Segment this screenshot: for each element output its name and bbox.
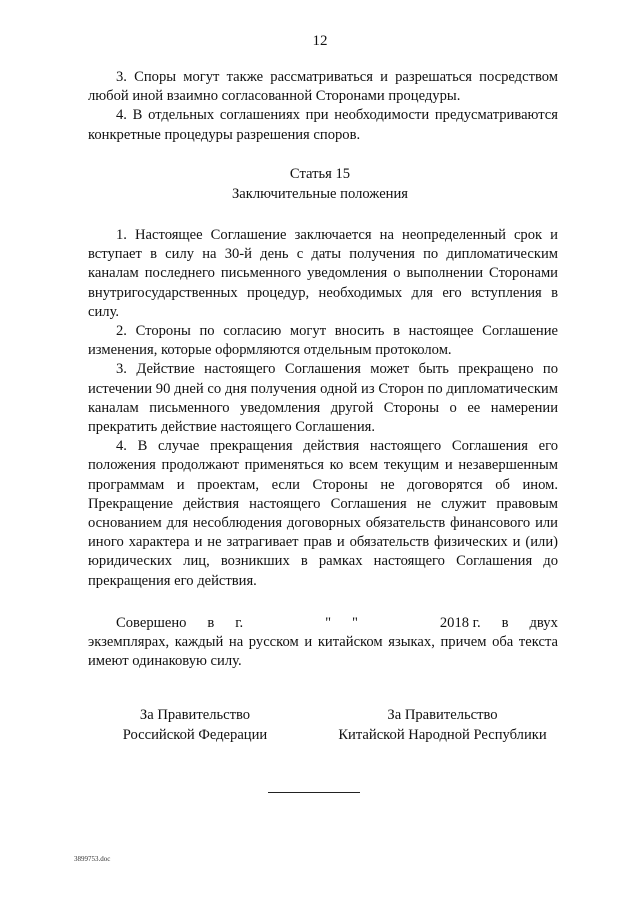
- document-id: 3899753.doc: [74, 855, 111, 863]
- page-number: 12: [312, 33, 328, 49]
- signature-china-line1: За Правительство: [387, 707, 498, 723]
- closing-quote-open: ": [325, 615, 332, 631]
- closing-first-line: [88, 614, 558, 633]
- closing-in: в: [207, 615, 215, 631]
- signature-russia-line2: Российской Федерации: [122, 726, 268, 743]
- signature-china: [325, 706, 560, 745]
- closing-in-two: в: [501, 615, 509, 631]
- article-15-body: [88, 226, 558, 591]
- paragraph-article-1: 1. Настоящее Соглашение заключается на неопределенный срок и вступает в силу на 30-й день с даты получения по дипломатическим каналам последнего письменного уведомления о выполнении Сторонами внутригосударственных процедур, необходимых для его вступления в силу.: [88, 227, 558, 320]
- paragraph-disputes-4: 4. В отдельных соглашениях при необходимости предусматриваются конкретные процедуры разрешения споров.: [88, 107, 558, 143]
- article-title: Заключительные положения: [231, 186, 409, 202]
- closing-clause: [88, 614, 558, 672]
- closing-rest: экземплярах, каждый на русском и китайском языках, причем оба текста имеют одинаковую силу.: [88, 634, 558, 670]
- closing-year: 2018 г.: [439, 615, 481, 631]
- closing-quote-close: ": [352, 615, 358, 631]
- paragraph-article-4: 4. В случае прекращения действия настоящего Соглашения его положения продолжают применяться ко всем текущим и незавершенным программам и проектам, если Стороны не договорятся об ином. Прекращение действия настоящего Соглашения не служит правовым основанием для несоблюдения договорных обязательств финансового или иного характера и не затрагивает прав и обязательств физических и (или) юридических лиц, возникших в рамках настоящего Соглашения до прекращения его действия.: [88, 438, 558, 589]
- signature-russia-line1: За Правительство: [139, 707, 251, 723]
- end-rule: [268, 792, 360, 793]
- paragraph-article-2: 2. Стороны по согласию могут вносить в настоящее Соглашение изменения, которые оформляются отдельным протоколом.: [88, 323, 558, 359]
- paragraph-article-3: 3. Действие настоящего Соглашения может быть прекращено по истечении 90 дней со дня получения одной из Сторон по дипломатическим каналам письменного уведомления другой Стороны о ее намерении прекратить действие настоящего Соглашения.: [88, 361, 558, 436]
- signature-russia: [100, 706, 290, 745]
- closing-city: г.: [235, 615, 244, 631]
- paragraph-disputes-3: 3. Споры могут также рассматриваться и разрешаться посредством любой иной взаимно согласованной Сторонами процедуры.: [88, 69, 558, 105]
- closing-two: двух: [529, 615, 558, 631]
- closing-done: Совершено: [116, 615, 187, 631]
- signature-china-line2: Китайской Народной Республики: [338, 726, 547, 743]
- article-number: Статья 15: [289, 166, 351, 182]
- disputes-section: [88, 68, 558, 145]
